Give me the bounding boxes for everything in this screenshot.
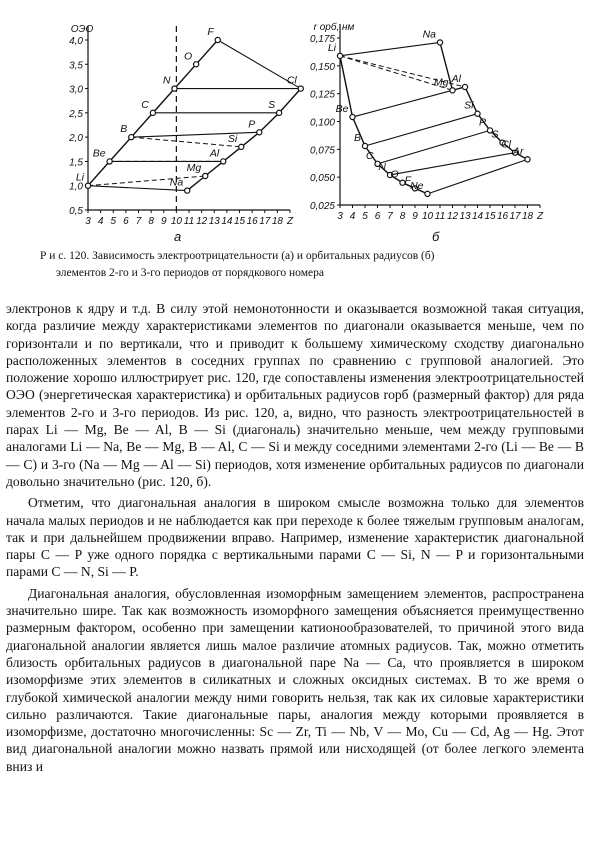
- point-label: Na: [422, 28, 436, 41]
- point-label: Cl: [501, 138, 511, 151]
- point-label: C: [365, 149, 374, 162]
- x-tick-label: 18: [271, 216, 283, 227]
- point-label: O: [183, 50, 193, 63]
- x-tick-label: 10: [170, 216, 182, 227]
- data-point: [337, 53, 342, 58]
- x-tick-label: 7: [387, 211, 393, 222]
- y-tick-label: 0,075: [309, 145, 335, 157]
- diagonal-link-line: [131, 137, 241, 147]
- paragraph-3: Диагональная аналогия, обусловленная изоморфным замещением элементов, распространена значительно шире. Так как возможность изоморфного замещения объясняется преимущественно размерным фактором, особенно при замещении катионообразователей, то причиной этого вида диагональной аналогии является лишь малое различие атомных радиусов. Так, можно отметить близость орбитальных радиусов в диагональной паре Na — Ca, что проявляется в широком изоморфизме этих элементов в силикатных и сложных оксидных системах. В то же время о глубокой химической аналогии между ними говорить нельзя, так как их силовые характеристики сильно различаются. Такие диагональные пары, аналогия между которыми проявляется в изоморфизме, достаточно многочисленны: Sc — Zr, Ti — Nb, V — Mo, Cu — Cd, Ag — Hg. Этот вид диагональной аналогии можно назвать прямой или нисходящей (от более легкого элемента вниз и: [6, 585, 584, 774]
- x-tick-label: 4: [349, 211, 356, 222]
- y-tick-label: 4,0: [69, 36, 83, 47]
- panel-a-chart: [68, 24, 303, 227]
- point-label: Si: [227, 132, 238, 145]
- point-label: P: [248, 118, 256, 131]
- x-tick-label: 8: [399, 211, 406, 222]
- body-text: [6, 300, 584, 775]
- link-line: [428, 159, 528, 194]
- x-tick-label: 18: [521, 211, 534, 222]
- x-tick-label: 11: [183, 216, 195, 227]
- point-label: B: [120, 123, 128, 136]
- paragraph-1: электронов к ядру и т.д. В силу этой немонотонности и оказывается возможной такая ситуация, когда различие между характеристиками элементов по диагонали оказывается меньше, чем по горизонтали и по вертикали, что и приводит к большему химическому сходству диагонально расположенных элементов в соседних группах по сравнению с групповой аналогией. Это положение хорошо иллюстрирует рис. 120, где сопоставлены изменения электроотрицательностей ОЭО (энергетическая характеристика) и орбитальных радиусов rорб (размерный фактор) для ряда элементов 2-го и 3-го периодов. Из рис. 120, а, видно, что разность электроотрицательностей в парах Li — Mg, Be — Al, B — Si (диагональ) значительно меньше, чем между групповыми аналогами Li — Na, Be — Mg, B — Al, C — Si и между соседними элементами 2-го (Li — Be — B — C) и 3-го (Na — Mg — Al — Si) периодов, хотя изменение орбитальных радиусов по диагонали довольно значительно (рис. 120, б).: [6, 301, 584, 489]
- point-label: Al: [451, 72, 461, 85]
- x-tick-label: 7: [135, 216, 142, 227]
- link-line: [353, 90, 453, 117]
- x-tick-label: 4: [97, 216, 104, 227]
- x-tick-label: 9: [412, 211, 418, 222]
- y-axis-label: r орб, нм: [313, 22, 355, 33]
- x-tick-label: 13: [459, 211, 471, 222]
- y-tick-label: 0,100: [309, 117, 335, 129]
- point-label: Be: [92, 147, 106, 160]
- x-tick-label: 5: [110, 216, 117, 227]
- point-label: F: [404, 174, 411, 187]
- x-tick-label: 17: [259, 216, 271, 227]
- x-tick-label: 6: [374, 211, 381, 222]
- point-label: F: [207, 26, 214, 38]
- x-tick-label: 13: [208, 216, 220, 227]
- x-tick-label: 11: [434, 211, 446, 222]
- x-tick-label: 14: [471, 211, 484, 222]
- y-tick-label: 0,125: [309, 89, 335, 101]
- data-point: [194, 62, 199, 67]
- x-tick-label: Z: [286, 216, 294, 227]
- data-point: [450, 88, 455, 93]
- x-tick-label: 16: [496, 211, 509, 222]
- data-point: [215, 37, 220, 42]
- panel-b-label: б: [432, 229, 440, 244]
- diagonal-link-line: [88, 176, 205, 186]
- data-point: [277, 110, 282, 115]
- x-tick-label: 10: [421, 211, 434, 222]
- y-tick-label: 0,025: [309, 201, 335, 212]
- link-line: [340, 42, 440, 55]
- data-point: [425, 191, 430, 196]
- caption-line-1: Р и с. 120. Зависимость электроотрицательности (а) и орбитальных радиусов (б): [40, 250, 435, 262]
- point-label: Be: [335, 103, 349, 116]
- point-label: Al: [209, 147, 220, 160]
- point-label: Ar: [513, 145, 524, 158]
- panel-a-label: а: [174, 229, 182, 244]
- caption-line-2: элементов 2-го и 3-го периодов от порядкового номера: [56, 267, 324, 279]
- x-tick-label: 3: [85, 216, 91, 227]
- link-line: [131, 132, 259, 137]
- data-point: [107, 159, 112, 164]
- point-label: Mg: [433, 76, 449, 89]
- x-tick-label: 9: [160, 216, 167, 227]
- x-tick-label: 12: [196, 216, 208, 227]
- x-tick-label: 5: [362, 211, 368, 222]
- point-label: N: [162, 74, 171, 87]
- paragraph-2: Отметим, что диагональная аналогия в широком смысле возможна только для элементов начала малых периодов и не наблюдается как при переходе к более тяжелым групповым аналогам, так и при дальнейшем продвижении вправо. Например, изменение характеристик диагональной пары C — P уже одного порядка с вертикальными парами C — Si, N — P и горизонтальными парами C — N, Si — P.: [6, 495, 584, 580]
- data-point: [221, 159, 226, 164]
- data-point: [350, 114, 355, 119]
- link-line: [378, 130, 491, 163]
- panel-b-chart: [310, 21, 544, 222]
- x-tick-label: 14: [221, 216, 233, 227]
- y-tick-label: 2,0: [69, 133, 83, 145]
- data-point: [185, 188, 190, 193]
- point-label: P: [478, 116, 486, 129]
- link-line: [390, 153, 515, 175]
- data-point: [85, 183, 90, 188]
- point-label: Li: [75, 171, 84, 184]
- data-point: [239, 144, 244, 149]
- point-label: O: [390, 168, 399, 181]
- point-label: Ne: [410, 179, 424, 192]
- data-point: [362, 143, 367, 148]
- x-tick-label: 16: [246, 216, 258, 227]
- y-tick-label: 2,5: [69, 108, 83, 120]
- data-point: [203, 173, 208, 178]
- x-tick-label: 8: [148, 216, 154, 227]
- y-tick-label: 1,0: [69, 181, 83, 193]
- data-point: [298, 86, 303, 91]
- x-tick-label: Z: [536, 211, 544, 222]
- x-tick-label: 15: [484, 211, 496, 222]
- y-axis-label: ОЭО: [70, 24, 94, 35]
- data-point: [150, 110, 155, 115]
- x-tick-label: 6: [123, 216, 129, 227]
- link-line: [365, 114, 478, 146]
- y-tick-label: 0,050: [309, 173, 335, 185]
- point-label: S: [491, 128, 499, 141]
- data-point: [525, 157, 530, 162]
- point-label: Mg: [186, 162, 202, 174]
- figure-caption: [40, 248, 560, 282]
- data-point: [172, 86, 177, 91]
- point-label: Li: [327, 41, 336, 54]
- point-label: Cl: [286, 74, 297, 87]
- x-tick-label: 15: [233, 216, 246, 227]
- y-tick-label: 3,0: [69, 84, 83, 96]
- y-tick-label: 0,5: [69, 206, 83, 217]
- data-point: [257, 130, 262, 135]
- x-tick-label: 3: [337, 211, 343, 222]
- data-point: [462, 84, 467, 89]
- point-label: C: [141, 98, 149, 111]
- x-tick-label: 12: [446, 211, 459, 222]
- point-label: Si: [464, 99, 474, 112]
- y-tick-label: 0,175: [309, 34, 335, 45]
- x-tick-label: 17: [509, 211, 521, 222]
- y-tick-label: 3,5: [69, 60, 83, 72]
- point-label: B: [353, 131, 361, 144]
- y-tick-label: 1,5: [69, 157, 83, 169]
- figure-120: [0, 0, 590, 290]
- period-series-line: [340, 56, 428, 194]
- point-label: S: [268, 98, 276, 111]
- point-label: N: [378, 160, 386, 173]
- data-point: [437, 40, 442, 45]
- point-label: Na: [169, 176, 184, 189]
- data-point: [129, 135, 134, 140]
- y-tick-label: 0,150: [309, 61, 335, 73]
